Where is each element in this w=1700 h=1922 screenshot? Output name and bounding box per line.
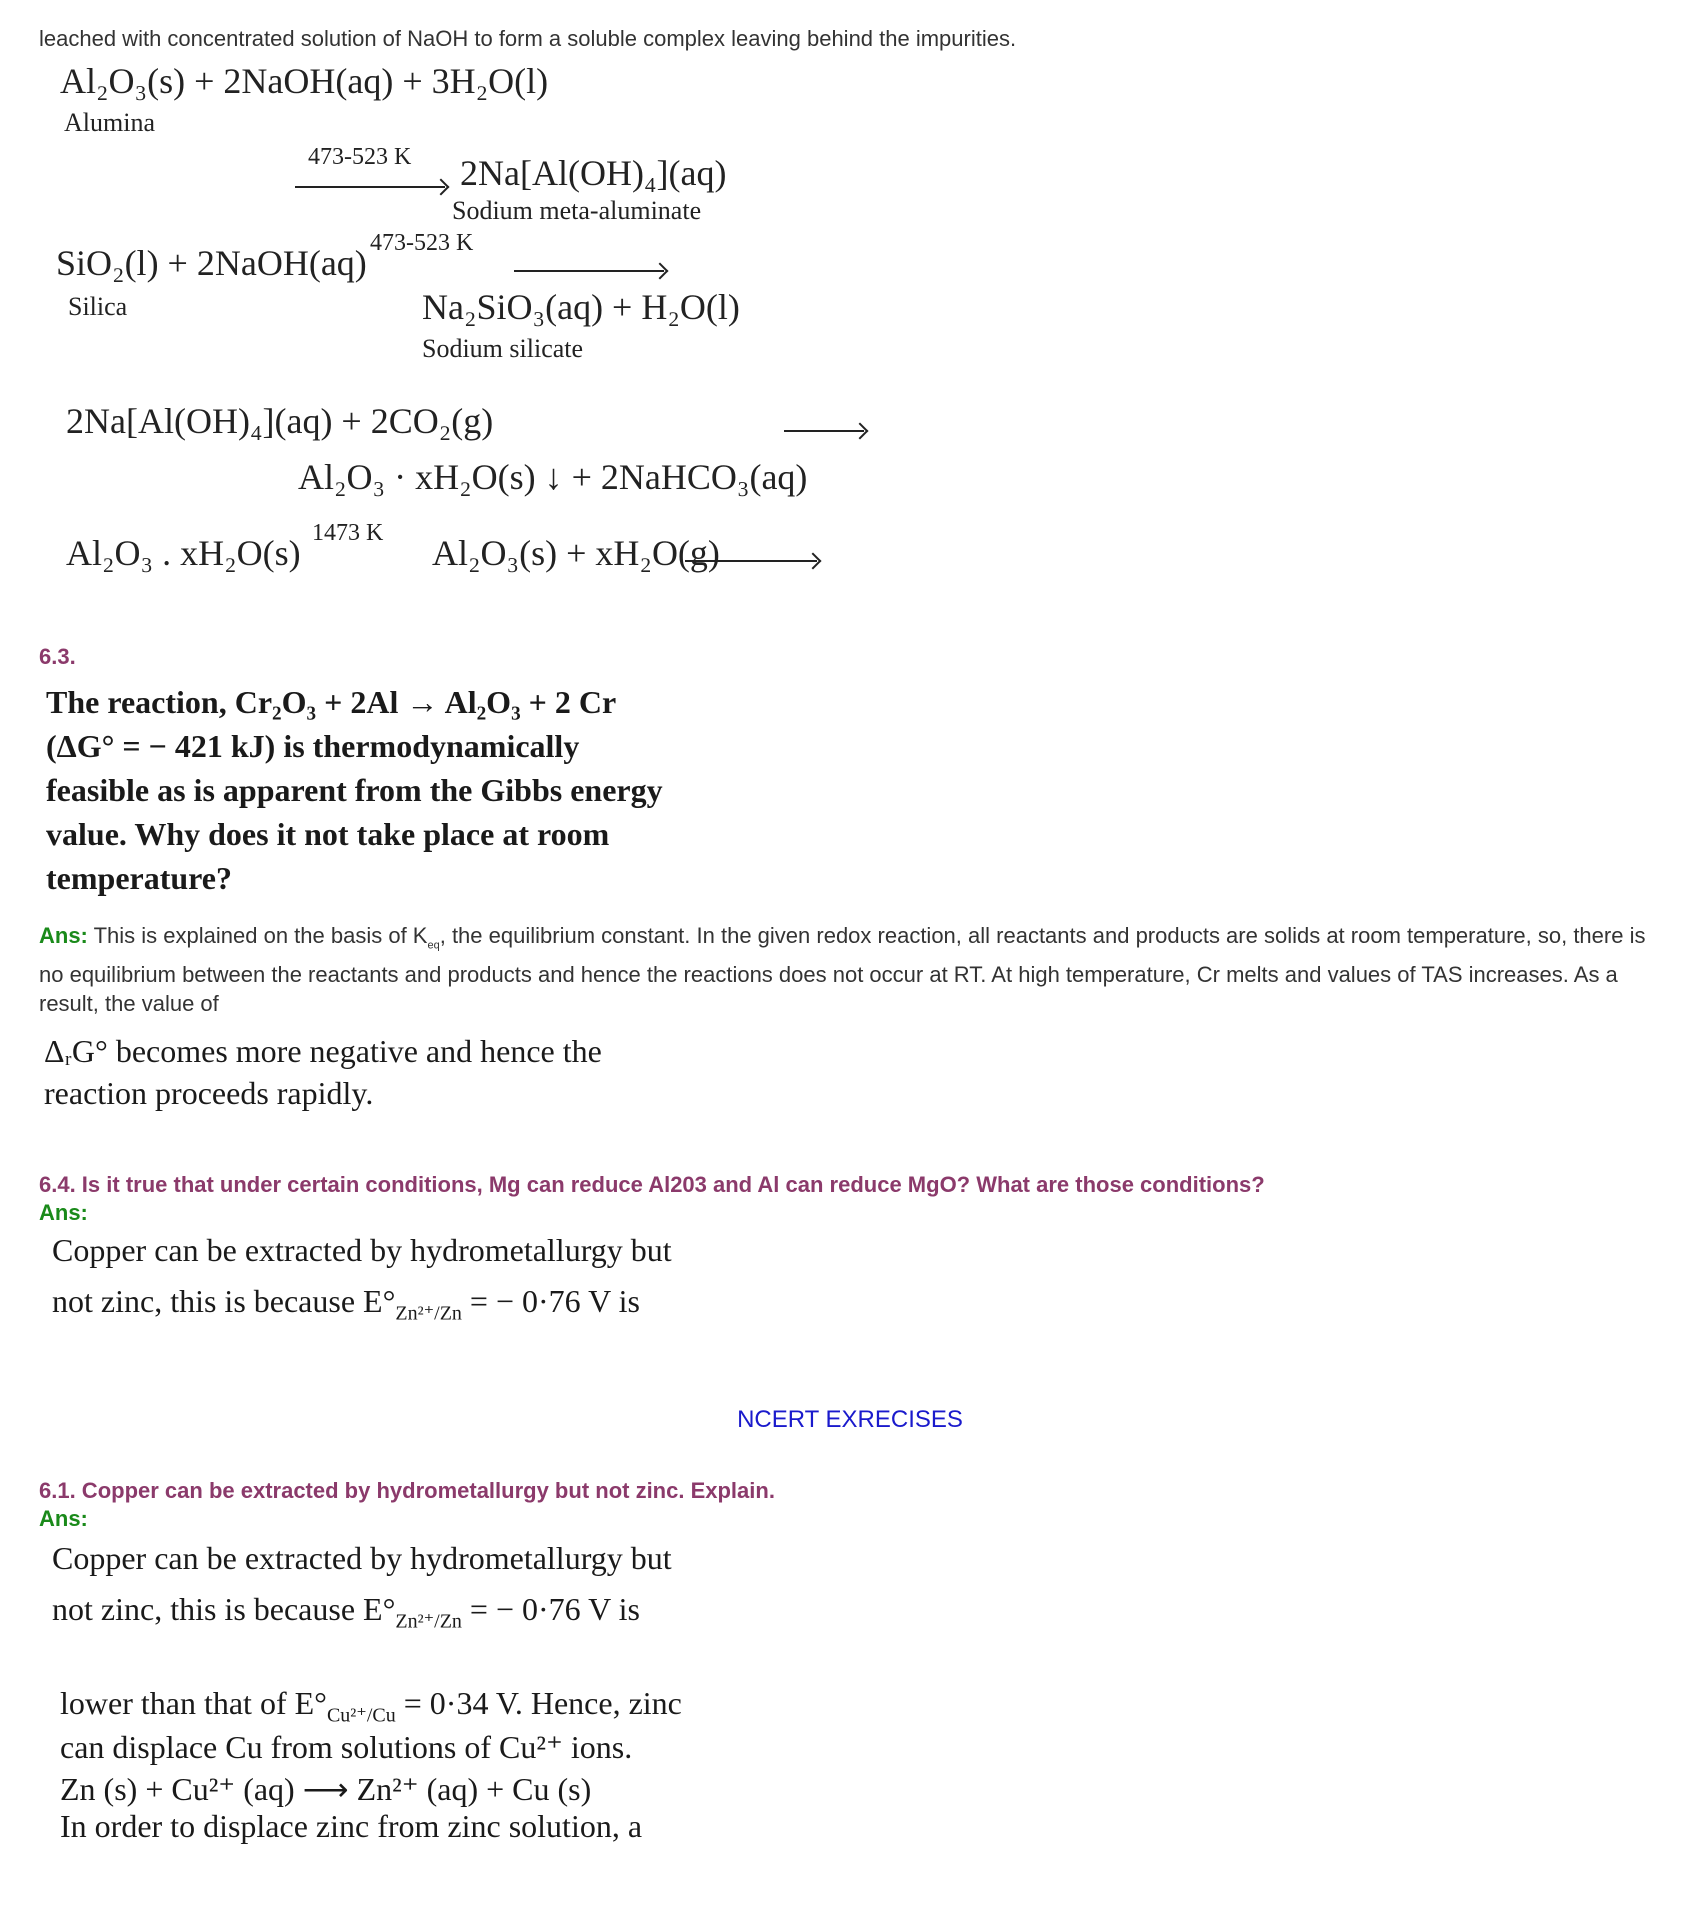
image-line: [52, 1283, 732, 1325]
eq1-lhs: Al₂O₃(s) + 2NaOH(aq) + 3H₂O(l): [60, 61, 549, 101]
eq2-rhs: Na₂SiO₃(aq) + H₂O(l): [422, 287, 740, 327]
potential-subscript: Zn²⁺/Zn: [395, 1302, 462, 1325]
question-line: The reaction, Cr₂O₃ + 2Al → Al₂O₃ + 2 Cr: [46, 684, 617, 720]
leaching-equations-figure: [50, 60, 808, 590]
eq1-rhs-label: Sodium meta-aluminate: [452, 196, 702, 225]
image-line: [52, 1591, 752, 1633]
question-6-3-number: 6.3.: [39, 644, 76, 669]
ans-label: Ans:: [39, 1506, 88, 1531]
image-line: [60, 1685, 752, 1727]
answer-6-1-image: [52, 1540, 752, 1920]
ans-label: Ans:: [39, 1200, 88, 1225]
image-line: ΔᵣG° becomes more negative and hence the: [44, 1033, 602, 1069]
answer-6-3: [39, 921, 1660, 1018]
intro-text: leached with concentrated solution of NaOH to form a soluble complex leaving behind the impurities.: [39, 26, 1017, 51]
reaction-arrow-icon: [514, 270, 664, 272]
question-6-3-image: [46, 680, 706, 900]
eq4-lhs: Al₂O₃ . xH₂O(s): [66, 533, 301, 573]
potential-symbol: not zinc, this is because E°: [52, 1591, 396, 1627]
eq1-label: Alumina: [64, 108, 155, 137]
eq2-label: Silica: [68, 292, 128, 321]
potential-value: = 0·34 V. Hence, zinc: [403, 1685, 682, 1722]
potential-subscript: Cu²⁺/Cu: [326, 1704, 396, 1727]
potential-subscript: Zn²⁺/Zn: [395, 1610, 462, 1633]
answer-text-cont: , the equilibrium constant. In the given redox reaction, all reactants and products are solids at room temperature, so, there is no equilibrium between the reactants and products and hence the reactions does not occur at RT. At high temperature, Cr melts and values of TAS increases. As a result, the value of: [39, 923, 1646, 1017]
potential-symbol: lower than that of E°: [60, 1685, 327, 1722]
eq4-condition: 1473 K: [312, 520, 384, 546]
question-line: (ΔG° = − 421 kJ) is thermodynamically: [46, 728, 580, 764]
answer-text: This is explained on the basis of K: [87, 923, 428, 948]
eq1-condition: 473-523 K: [308, 144, 412, 170]
answer-6-4-image: [52, 1232, 732, 1352]
section-title: NCERT EXRECISES: [737, 1406, 963, 1433]
eq2-lhs: SiO₂(l) + 2NaOH(aq): [56, 243, 367, 283]
image-line: Copper can be extracted by hydrometallurgy but: [52, 1540, 672, 1576]
question-6-4-heading: 6.4. Is it true that under certain conditions, Mg can reduce Al203 and Al can reduce MgO? What are those conditions?: [39, 1172, 1265, 1197]
potential-value: = − 0·76 V is: [469, 1591, 640, 1627]
eq2-rhs-label: Sodium silicate: [422, 334, 584, 363]
reaction-arrow-icon: [295, 186, 445, 188]
image-line: Copper can be extracted by hydrometallurgy but: [52, 1232, 672, 1268]
answer-6-3-image: [44, 1030, 602, 1114]
answer-subscript: eq: [427, 939, 440, 952]
image-line: can displace Cu from solutions of Cu²⁺ ions.: [60, 1728, 633, 1765]
eq1-rhs: 2Na[Al(OH)₄](aq): [460, 153, 727, 193]
eq4-rhs: Al₂O₃(s) + xH₂O(g): [432, 533, 720, 573]
question-line: temperature?: [46, 860, 232, 896]
question-line: feasible as is apparent from the Gibbs energy: [46, 772, 663, 808]
image-line: Zn (s) + Cu²⁺ (aq) ⟶ Zn²⁺ (aq) + Cu (s): [60, 1770, 592, 1807]
eq3-lhs: 2Na[Al(OH)₄](aq) + 2CO₂(g): [66, 401, 494, 441]
image-line: reaction proceeds rapidly.: [44, 1075, 374, 1111]
reaction-arrow-icon: [784, 430, 864, 432]
image-line: In order to displace zinc from zinc solution, a: [60, 1807, 643, 1844]
eq3-rhs: Al₂O₃ · xH₂O(s) ↓ + 2NaHCO₃(aq): [298, 457, 808, 497]
potential-value: = − 0·76 V is: [469, 1283, 640, 1319]
question-line: value. Why does it not take place at room: [46, 816, 610, 852]
eq2-condition: 473-523 K: [370, 230, 474, 256]
question-6-1-heading: 6.1. Copper can be extracted by hydrometallurgy but not zinc. Explain.: [39, 1478, 775, 1503]
ans-label: Ans:: [39, 923, 88, 948]
potential-symbol: not zinc, this is because E°: [52, 1283, 396, 1319]
